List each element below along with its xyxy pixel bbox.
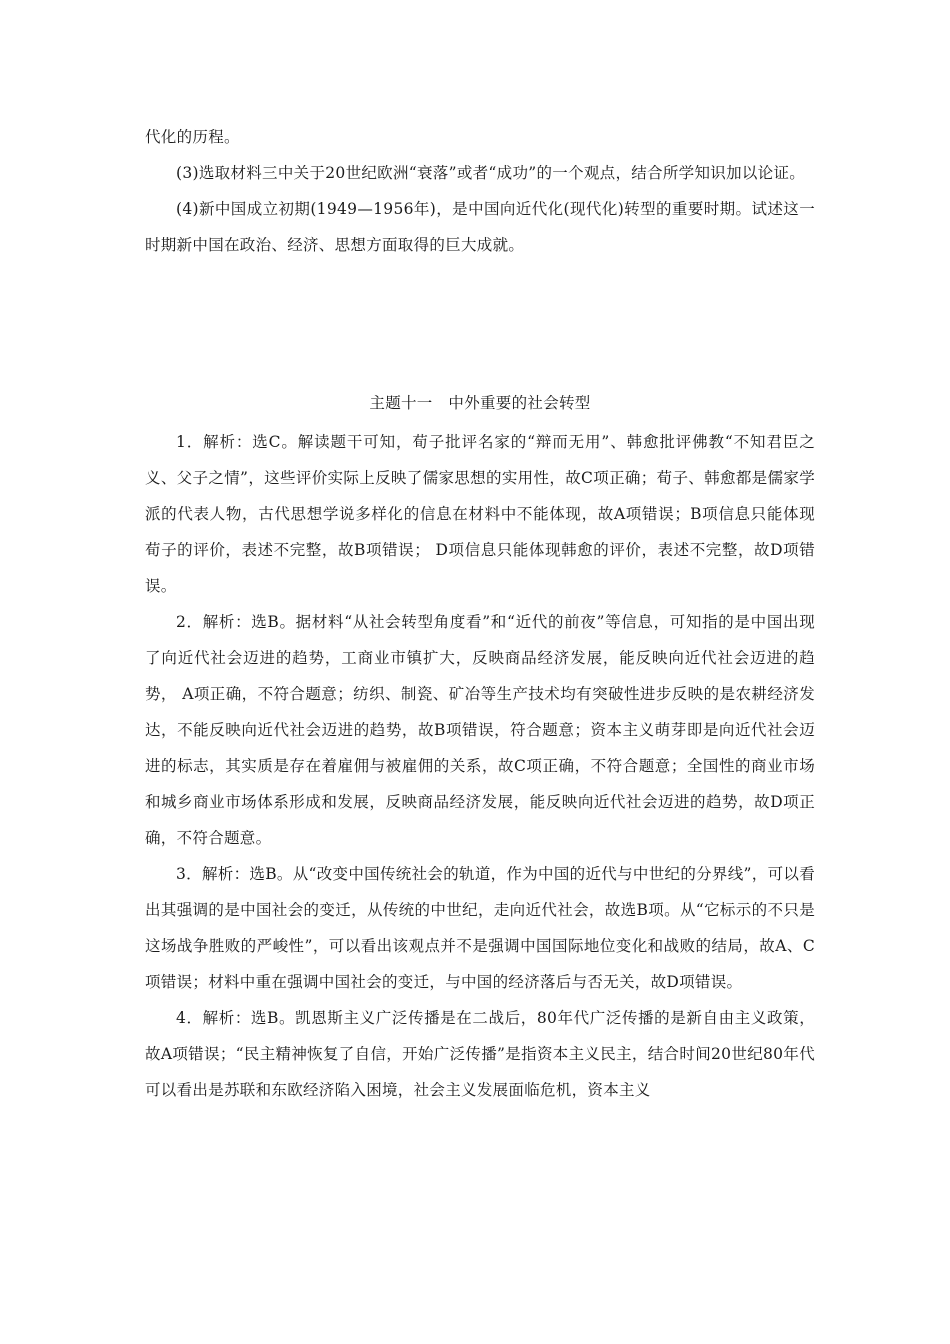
question-block: [145, 119, 815, 263]
section-title: 主题十一 中外重要的社会转型: [369, 394, 591, 412]
question-4: (4)新中国成立初期(1949—1956年)，是中国向近代化(现代化)转型的重要时期。试述这一时期新中国在政治、经济、思想方面取得的巨大成就。: [145, 200, 815, 254]
question-2-tail: 代化的历程。: [145, 128, 240, 146]
answer-1: 1．解析：选C。解读题干可知，荀子批评名家的“辩而无用”、韩愈批评佛教“不知君臣之义、父子之情”，这些评价实际上反映了儒家思想的实用性，故C项正确；荀子、韩愈都是儒家学派的代表人物，古代思想学说多样化的信息在材料中不能体现，故A项错误；B项信息只能体现荀子的评价，表述不完整，故B项错误； D项信息只能体现韩愈的评价，表述不完整，故D项错误。: [145, 433, 815, 595]
answer-block: [145, 424, 815, 1108]
answer-2: 2．解析：选B。据材料“从社会转型角度看”和“近代的前夜”等信息，可知指的是中国出现了向近代社会迈进的趋势，工商业市镇扩大，反映商品经济发展，能反映向近代社会迈进的趋势， A项正确，不符合题意；纺织、制瓷、矿冶等生产技术均有突破性进步反映的是农耕经济发达，不能反映向近代社会迈进的趋势，故B项错误，符合题意；资本主义萌芽即是向近代社会迈进的标志，其实质是存在着雇佣与被雇佣的关系，故C项正确，不符合题意；全国性的商业市场和城乡商业市场体系形成和发展，反映商品经济发展，能反映向近代社会迈进的趋势，故D项正确，不符合题意。: [145, 613, 815, 847]
answer-4: 4．解析：选B。凯恩斯主义广泛传播是在二战后，80年代广泛传播的是新自由主义政策，故A项错误；“民主精神恢复了自信，开始广泛传播”是指资本主义民主，结合时间20世纪80年代可以看出是苏联和东欧经济陷入困境，社会主义发展面临危机，资本主义: [145, 1009, 815, 1099]
answer-3: 3．解析：选B。从“改变中国传统社会的轨道，作为中国的近代与中世纪的分界线”，可以看出其强调的是中国社会的变迁，从传统的中世纪，走向近代社会，故选B项。从“它标示的不只是这场战争胜败的严峻性”，可以看出该观点并不是强调中国国际地位变化和战败的结局，故A、C项错误；材料中重在强调中国社会的变迁，与中国的经济落后与否无关，故D项错误。: [145, 865, 815, 991]
question-3: (3)选取材料三中关于20世纪欧洲“衰落”或者“成功”的一个观点，结合所学知识加以论证。: [176, 164, 806, 182]
